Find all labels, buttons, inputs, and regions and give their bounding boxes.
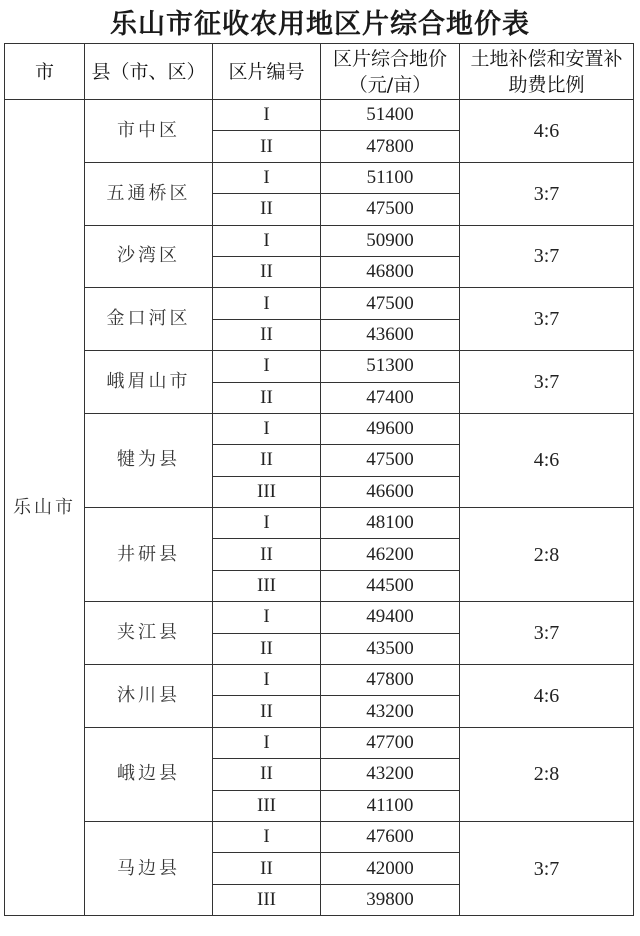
ratio-cell: 3:7 — [460, 821, 634, 915]
price-cell: 39800 — [321, 884, 460, 915]
header-ratio-line2: 助费比例 — [508, 73, 585, 96]
price-cell: 43500 — [321, 633, 460, 664]
land-price-table — [4, 43, 634, 916]
ratio-cell: 3:7 — [460, 351, 634, 414]
price-cell: 47600 — [321, 821, 460, 852]
county-cell: 峨眉山市 — [85, 351, 213, 414]
ratio-cell: 4:6 — [460, 100, 634, 163]
zone-cell: II — [213, 696, 321, 727]
price-cell: 46600 — [321, 476, 460, 507]
zone-cell: II — [213, 131, 321, 162]
price-cell: 47700 — [321, 727, 460, 758]
zone-cell: II — [213, 539, 321, 570]
price-cell: 42000 — [321, 853, 460, 884]
header-county: 县（市、区） — [85, 44, 213, 100]
ratio-cell: 3:7 — [460, 288, 634, 351]
table-row — [5, 351, 634, 382]
price-cell: 43600 — [321, 319, 460, 350]
table-row — [5, 413, 634, 444]
price-cell: 51100 — [321, 162, 460, 193]
price-cell: 51300 — [321, 351, 460, 382]
table-header-row — [5, 44, 634, 100]
county-cell: 市中区 — [85, 100, 213, 163]
table-row — [5, 288, 634, 319]
zone-cell: III — [213, 884, 321, 915]
zone-cell: II — [213, 445, 321, 476]
ratio-cell: 2:8 — [460, 508, 634, 602]
table-row — [5, 225, 634, 256]
price-cell: 47500 — [321, 194, 460, 225]
price-cell: 46200 — [321, 539, 460, 570]
header-ratio-line1: 土地补偿和安置补 — [470, 47, 623, 70]
table-row — [5, 602, 634, 633]
zone-cell: I — [213, 162, 321, 193]
county-cell: 峨边县 — [85, 727, 213, 821]
header-price-line2: （元/亩） — [348, 73, 432, 96]
price-cell: 49400 — [321, 602, 460, 633]
price-cell: 51400 — [321, 100, 460, 131]
price-cell: 43200 — [321, 696, 460, 727]
county-cell: 马边县 — [85, 821, 213, 915]
zone-cell: II — [213, 759, 321, 790]
zone-cell: II — [213, 256, 321, 287]
table-row — [5, 821, 634, 852]
zone-cell: II — [213, 633, 321, 664]
table-row — [5, 727, 634, 758]
county-cell: 沐川县 — [85, 665, 213, 728]
header-ratio — [460, 44, 634, 100]
ratio-cell: 3:7 — [460, 162, 634, 225]
zone-cell: III — [213, 790, 321, 821]
zone-cell: I — [213, 413, 321, 444]
ratio-cell: 4:6 — [460, 413, 634, 507]
price-cell: 43200 — [321, 759, 460, 790]
table-body — [5, 100, 634, 916]
ratio-cell: 2:8 — [460, 727, 634, 821]
page-title: 乐山市征收农用地区片综合地价表 — [110, 9, 530, 40]
price-cell: 50900 — [321, 225, 460, 256]
price-cell: 41100 — [321, 790, 460, 821]
table-row — [5, 100, 634, 131]
price-cell: 49600 — [321, 413, 460, 444]
zone-cell: II — [213, 853, 321, 884]
zone-cell: I — [213, 288, 321, 319]
zone-cell: I — [213, 727, 321, 758]
ratio-cell: 3:7 — [460, 225, 634, 288]
county-cell: 井研县 — [85, 508, 213, 602]
zone-cell: I — [213, 602, 321, 633]
zone-cell: I — [213, 508, 321, 539]
price-cell: 47400 — [321, 382, 460, 413]
price-cell: 47500 — [321, 288, 460, 319]
ratio-cell: 3:7 — [460, 602, 634, 665]
zone-cell: II — [213, 319, 321, 350]
county-cell: 沙湾区 — [85, 225, 213, 288]
price-cell: 46800 — [321, 256, 460, 287]
zone-cell: II — [213, 382, 321, 413]
header-zone: 区片编号 — [213, 44, 321, 100]
city-cell: 乐山市 — [5, 100, 85, 916]
county-cell: 金口河区 — [85, 288, 213, 351]
county-cell: 夹江县 — [85, 602, 213, 665]
table-row — [5, 508, 634, 539]
header-price — [321, 44, 460, 100]
price-cell: 44500 — [321, 570, 460, 601]
header-price-line1: 区片综合地价 — [332, 47, 447, 70]
zone-cell: II — [213, 194, 321, 225]
zone-cell: I — [213, 100, 321, 131]
zone-cell: I — [213, 225, 321, 256]
header-city: 市 — [5, 44, 85, 100]
county-cell: 犍为县 — [85, 413, 213, 507]
ratio-cell: 4:6 — [460, 665, 634, 728]
county-cell: 五通桥区 — [85, 162, 213, 225]
zone-cell: I — [213, 351, 321, 382]
price-cell: 48100 — [321, 508, 460, 539]
price-cell: 47800 — [321, 131, 460, 162]
table-row — [5, 665, 634, 696]
zone-cell: I — [213, 821, 321, 852]
zone-cell: I — [213, 665, 321, 696]
price-cell: 47800 — [321, 665, 460, 696]
zone-cell: III — [213, 570, 321, 601]
zone-cell: III — [213, 476, 321, 507]
price-cell: 47500 — [321, 445, 460, 476]
table-row — [5, 162, 634, 193]
